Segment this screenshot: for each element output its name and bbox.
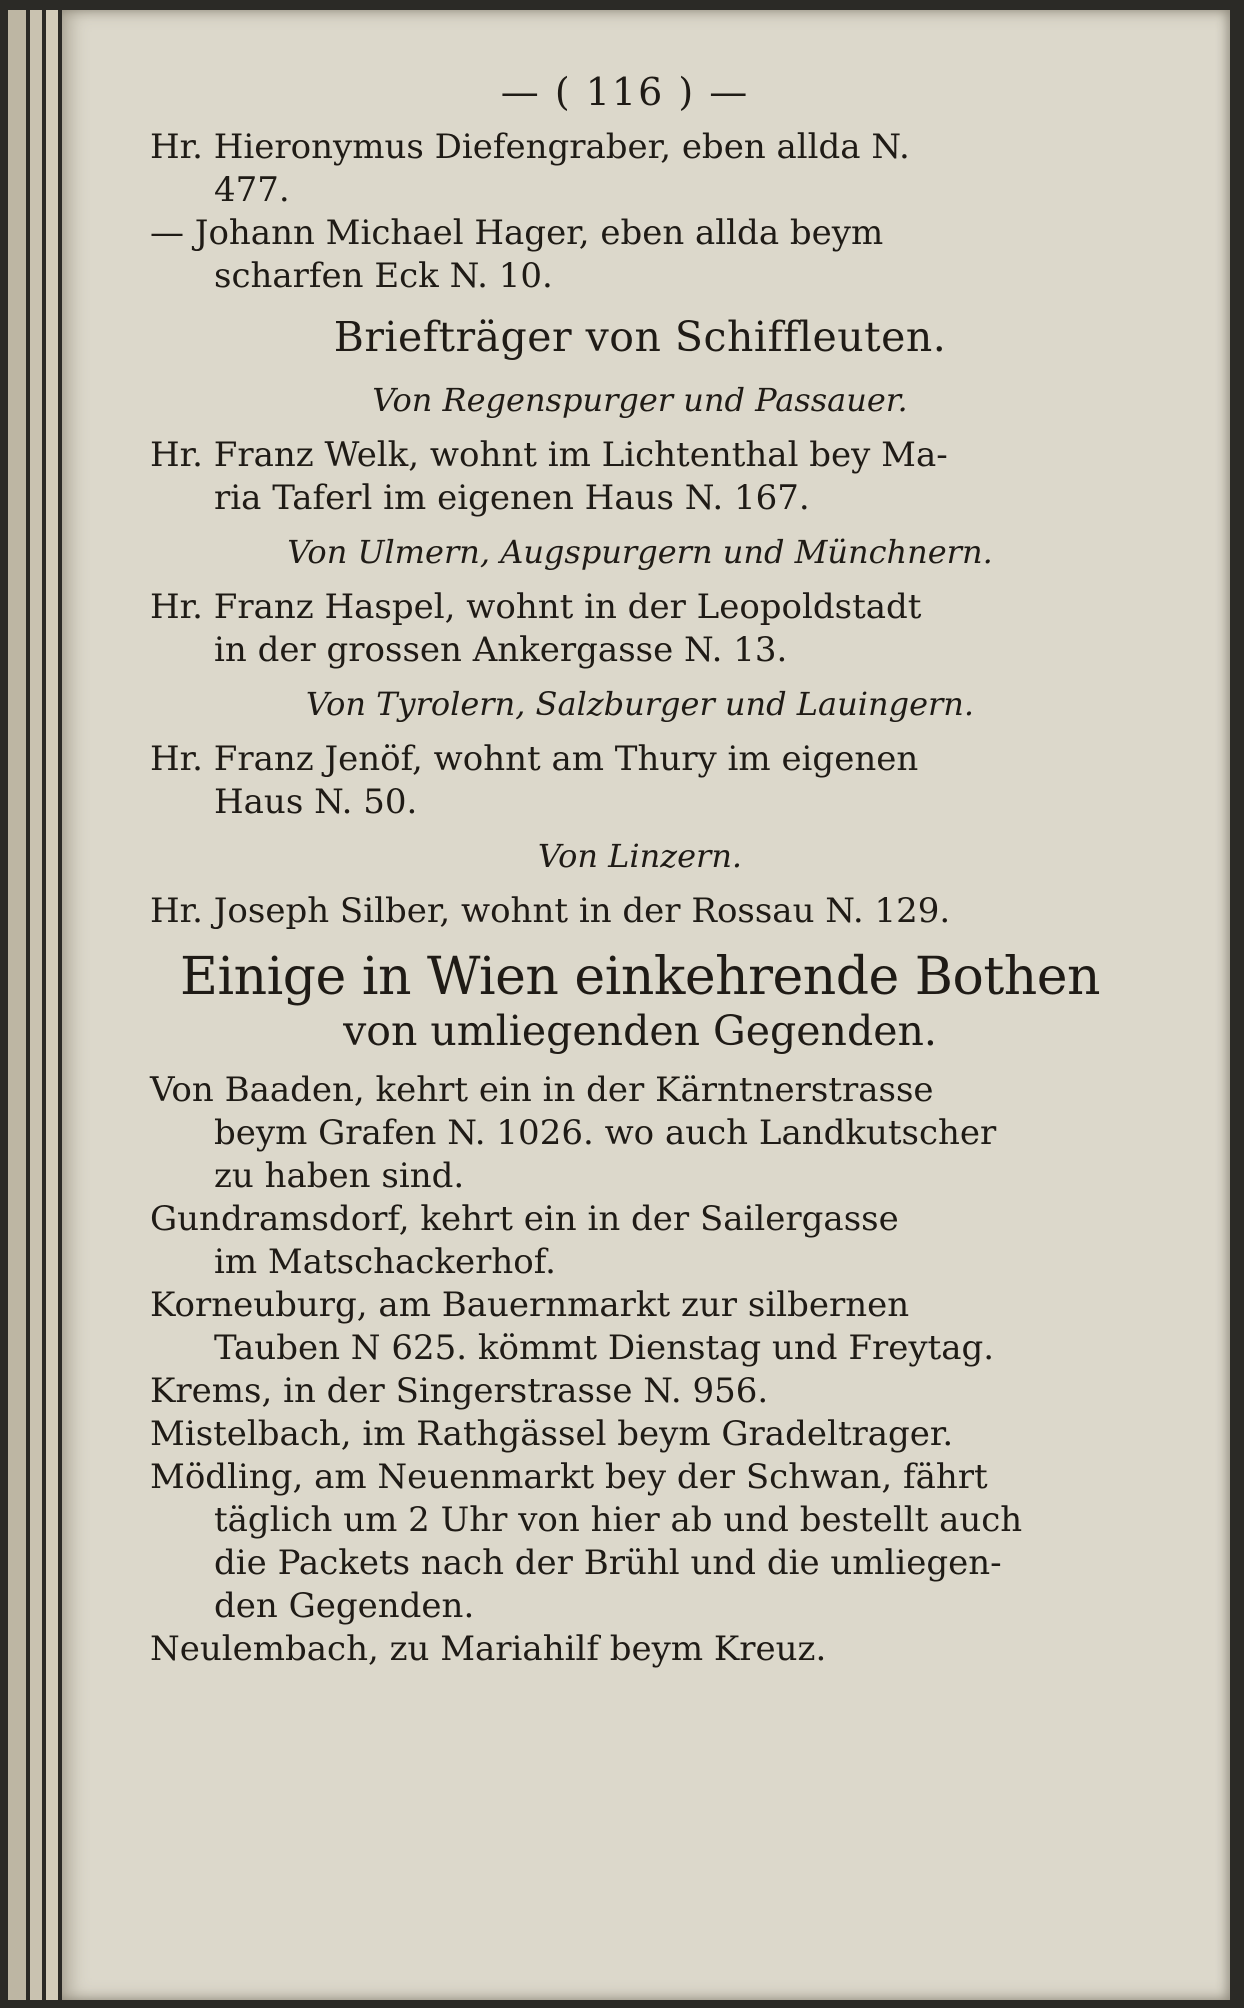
section-heading: Briefträger von Schiffleuten. [333,313,947,361]
entry [150,212,1130,298]
subheading: Von Regenspurger und Passauer. [372,381,908,419]
section-subheading: von umliegenden Gegenden. [343,1007,937,1055]
entry [150,1284,1130,1370]
section-heading: Einige in Wien einkehrende Bothen [180,947,1100,1007]
entry [150,738,1130,824]
entry-line: Hr. Hieronymus Diefengraber, eben allda N. [150,127,910,167]
entry-line: Hr. Franz Jenöf, wohnt am Thury im eigenen [150,739,919,779]
page-number: — ( 116 ) — [500,70,750,114]
entry [150,1456,1130,1628]
entry-line: Hr. Franz Welk, wohnt im Lichtenthal bey Ma- [150,435,948,475]
entry-line: Mödling, am Neuenmarkt bey der Schwan, fährt [150,1457,988,1497]
entry-line: die Packets nach der Brühl und die umliegen- [214,1543,1002,1583]
entry-line: Neulembach, zu Mariahilf beym Kreuz. [150,1629,827,1669]
entry-line: 477. [214,170,290,210]
entry-line: Mistelbach, im Rathgässel beym Gradeltrager. [150,1414,954,1454]
entry [150,1069,1130,1198]
entry-line: Korneuburg, am Bauernmarkt zur silbernen [150,1285,910,1325]
subheading: Von Ulmern, Augspurgern und Münchnern. [287,533,993,571]
entry-line: Hr. Joseph Silber, wohnt in der Rossau N. 129. [150,891,951,931]
entry [150,586,1130,672]
entry [150,1370,1130,1413]
entry-line: zu haben sind. [214,1156,465,1196]
entry-line: Krems, in der Singerstrasse N. 956. [150,1371,769,1411]
entry-line: scharfen Eck N. 10. [214,256,553,296]
entry-line: täglich um 2 Uhr von hier ab und bestellt auch [214,1500,1023,1540]
entry [150,1198,1130,1284]
entry-line: Gundramsdorf, kehrt ein in der Sailergasse [150,1199,899,1239]
page-edge [46,10,58,2000]
entry-line: Von Baaden, kehrt ein in der Kärntnerstrasse [150,1070,934,1110]
entry-line: den Gegenden. [214,1586,475,1626]
entry [150,1628,1130,1671]
entry-line: ria Taferl im eigenen Haus N. 167. [214,478,810,518]
page-text [150,70,1130,1671]
entry-line: — Johann Michael Hager, eben allda beym [150,213,884,253]
entry [150,1413,1130,1456]
page-edge [8,10,26,2000]
entry-line: Tauben N 625. kömmt Dienstag und Freytag. [214,1328,995,1368]
entry [150,126,1130,212]
subheading: Von Linzern. [537,837,743,875]
subheading: Von Tyrolern, Salzburger und Lauingern. [305,685,975,723]
entry-line: Haus N. 50. [214,782,418,822]
entry-line: im Matschackerhof. [214,1242,556,1282]
entry [150,890,1130,933]
entry [150,434,1130,520]
entry-line: beym Grafen N. 1026. wo auch Landkutscher [214,1113,997,1153]
page-edge [30,10,42,2000]
entry-line: in der grossen Ankergasse N. 13. [214,630,788,670]
entry-line: Hr. Franz Haspel, wohnt in der Leopoldstadt [150,587,922,627]
